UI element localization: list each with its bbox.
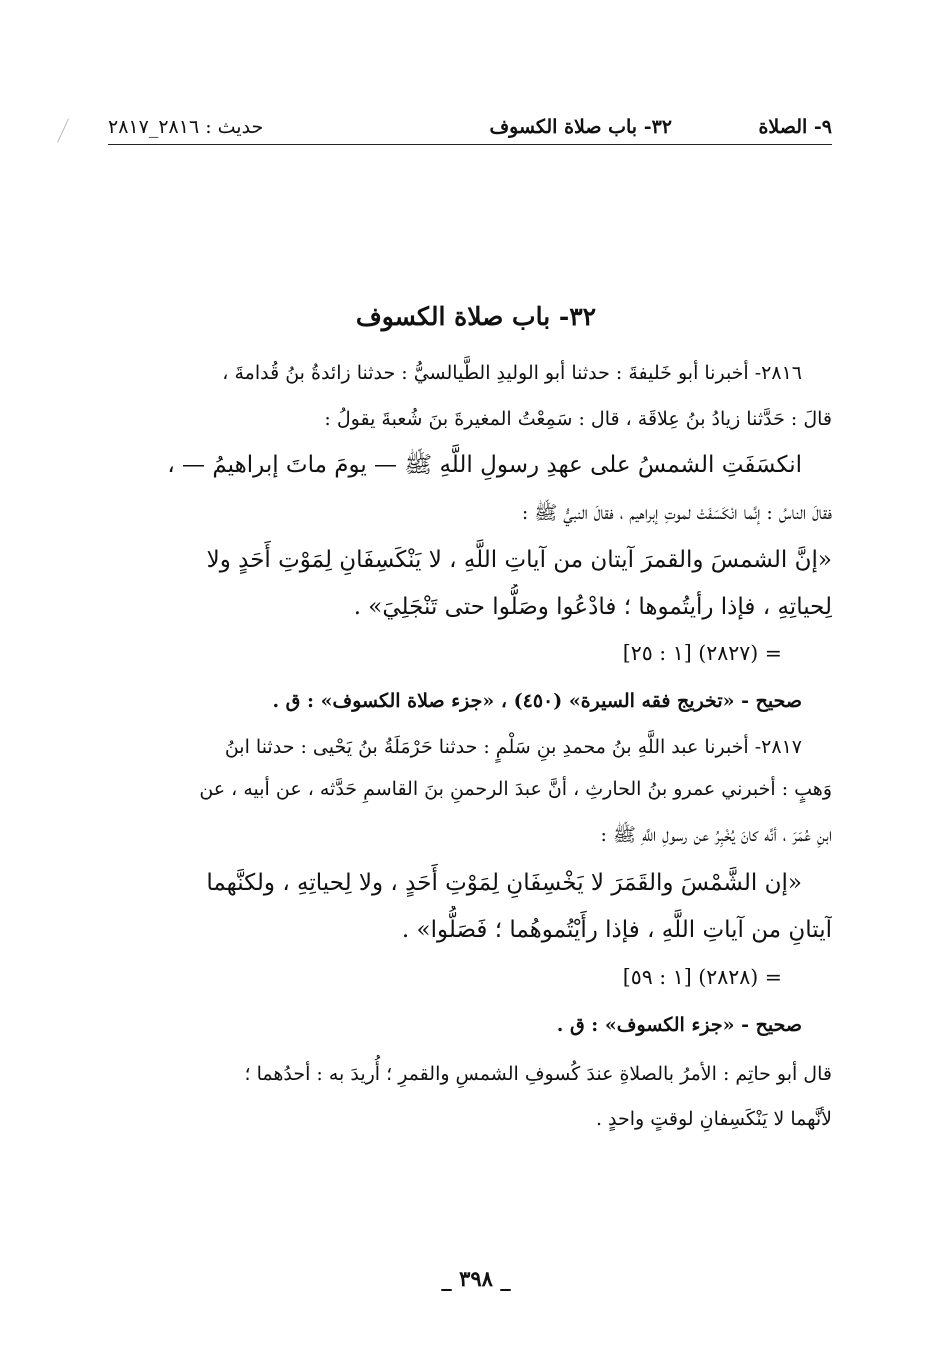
hadith-grade: صحيح - «جزء الكسوف» : ق . (556, 1014, 802, 1036)
scan-mark (57, 118, 80, 147)
running-header (108, 112, 832, 145)
text-line: وَهبٍ : أخبرني عمرو بنُ الحارثِ ، أنَّ عبدَ الرحمنِ بنَ القاسمِ حَدَّثه ، عن أبيه ، عن (199, 778, 832, 800)
text-line: ابنِ عُمَرَ ، أنَّه كانَ يُخْبِرُ عن رسولِ اللَّهِ ﷺ : (600, 824, 832, 846)
cross-reference: = (٢٨٢٧) [١ : ٢٥] (622, 641, 782, 665)
main-text (108, 348, 832, 1140)
text-line: ٢٨١٦- أخبرنا أبو خَليفةَ : حدثنا أبو الوليدِ الطَّيالسيُّ : حدثنا زائدةُ بنُ قُدامةَ ، (222, 362, 802, 384)
commentary-line: لأنَّهما لا يَنْكَسِفانِ لوقتٍ واحدٍ . (595, 1108, 832, 1130)
text-line: انكسَفَتِ الشمسُ على عهدِ رسولِ اللَّهِ ﷺ — يومَ ماتَ إبراهيمُ — ، (167, 452, 802, 478)
chapter-title: ٣٢- باب صلاة الكسوف (355, 302, 597, 331)
hadith-grade: صحيح - «تخريج فقه السيرة» (٤٥٠) ، «جزء صلاة الكسوف» : ق . (272, 690, 802, 712)
text-line: آيتانِ من آياتِ اللَّهِ ، فإذا رأَيْتُموهُما ؛ فَصَلُّوا» . (401, 917, 832, 943)
header-hadith-range: حديث : ٢٨١٦_٢٨١٧ (108, 116, 264, 138)
text-line: لِحياتِهِ ، فإذا رأيتُموها ؛ فادْعُوا وصَلُّوا حتى تَنْجَلِيَ» . (353, 594, 832, 620)
header-book-section: ٩- الصلاة (758, 116, 832, 138)
page-number: _ ٣٩٨ _ (441, 1266, 511, 1291)
text-line: فقالَ الناسُ : إنَّما انْكَسَفَتْ لموتِ إبراهيم ، فقالَ النبيُّ ﷺ : (521, 502, 832, 524)
text-line: «إن الشَّمْسَ والقَمَرَ لا يَخْسِفَانِ لِمَوْتِ أَحَدٍ ، ولا لِحياتِهِ ، ولكنَّهما (206, 870, 802, 896)
cross-reference: = (٢٨٢٨) [١ : ٥٩] (622, 965, 782, 989)
header-chapter: ٣٢- باب صلاة الكسوف (489, 116, 672, 138)
text-line: ٢٨١٧- أخبرنا عبد اللَّهِ بنُ محمدِ بنِ سَلْمٍ : حدثنا حَرْمَلَةُ بنُ يَحْيى : حدثنا ابنُ (224, 736, 802, 758)
commentary-line: قال أبو حاتِم : الأمرُ بالصلاةِ عندَ كُسوفِ الشمسِ والقمرِ ؛ أُريدَ به : أحدُهما ؛ (244, 1063, 832, 1085)
text-line: قالَ : حَدَّثنا زيادُ بنُ عِلاقَة ، قال : سَمِعْتُ المغيرةَ بنَ شُعبةَ يقولُ : (324, 408, 832, 430)
text-line: «إنَّ الشمسَ والقمرَ آيتان من آياتِ اللَّهِ ، لا يَنْكَسِفَانِ لِمَوْتِ أَحَدٍ ولا (206, 547, 832, 573)
